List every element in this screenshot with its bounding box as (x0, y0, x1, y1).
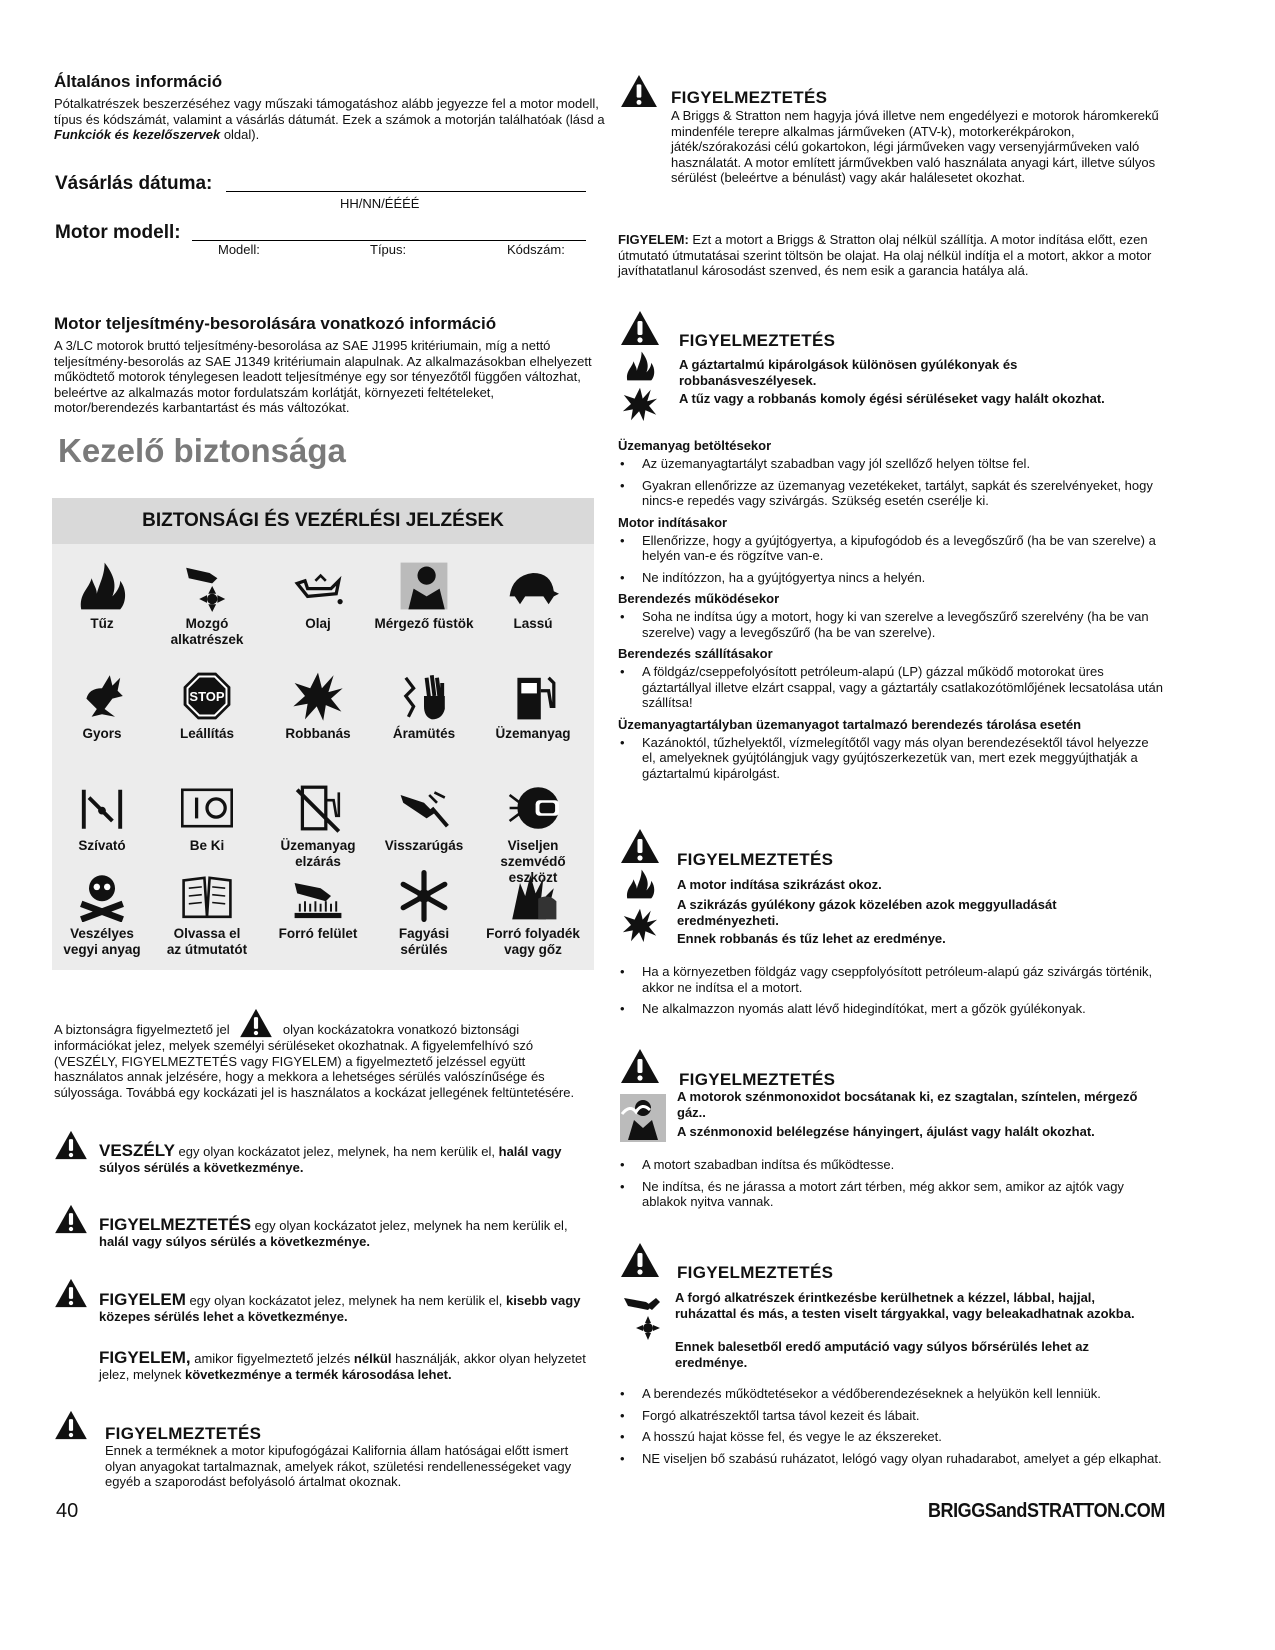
symbol-label: Forró felület (278, 926, 358, 941)
rating-text: A 3/LC motorok bruttó teljesítmény-besorolása az SAE J1995 kritériumain, míg a nettó teljesítmény-besorolás az SAE J1349 kritériumain alapulnak. Az alkalmazásokban elhelyezett működtető motorok ténylegesen leadott teljesítménye egy sor tényezőtől függően változhat, beleértve az alkalmazás motor fordulatszám korlátját, környezeti feltételeket, motor/berendezés karbantartást és más változókat. (54, 338, 592, 415)
engine-start-heading: Motor indításakor (618, 514, 728, 530)
purchase-date-label: Vásárlás dátuma: (55, 173, 213, 194)
warning4-toxic-fumes-icon (620, 1094, 666, 1142)
hot-surface-icon (292, 870, 344, 922)
hot-liquid-icon (507, 870, 559, 922)
california-warning-text: Ennek a terméknek a motor kipufogógázai Kalifornia állam hatóságai előtt ismert olyan anyagokat tartalmaznak, amelyek rákot, születési rendellenességeket vagy egyéb a szaporodást befolyásoló ártalmat okoznak. (105, 1443, 572, 1489)
symbol-label: Tűz (90, 616, 114, 631)
symbol-label: Robbanás (285, 726, 351, 741)
stop-icon (181, 670, 233, 722)
symbol-label: Üzemanyag (495, 726, 571, 741)
warning3-head: FIGYELMEZTETÉS (677, 850, 834, 869)
symbol-label: Be Ki (189, 838, 225, 853)
code-sublabel: Kódszám: (507, 242, 565, 257)
page-number: 40 (56, 1500, 79, 1522)
read-manual-icon (181, 870, 233, 922)
fuel-safety-list (618, 432, 1163, 787)
frostbite-icon (398, 870, 450, 922)
type-sublabel: Típus: (370, 242, 407, 257)
warning1-head: FIGYELMEZTETÉS (671, 88, 828, 107)
general-info-text: Pótalkatrészek beszerzéséhez vagy műszaki támogatáshoz alább jegyezze fel a motor modell, típus és kódszámát, valamint a vásárlás dátumát. Ezek a számok a motorján találhatóak (lásd a Funkciók és kezelőszervek oldal). (54, 96, 605, 142)
notice-no-oil: FIGYELEM: Ezt a motort a Briggs & Stratton olaj nélkül szállítja. A motor indítása előtt, ezen útmutató útmutatásai szerint töltsön be olajat. Ha olaj nélkül indítja el a motort, akkor a motor javíthatatlanul károsodást szenved, és nem esik a garancia hatálya alá. (618, 232, 1152, 278)
list-item: • Az üzemanyagtartályt szabadban vagy jól szellőző helyen töltse fel. (618, 456, 1163, 472)
rabbit-icon (76, 670, 128, 722)
warning5-line2: Ennek balesetből eredő amputáció vagy súlyos bőrsérülés lehet az eredménye. (675, 1339, 1089, 1370)
symbol-frostbite (369, 870, 479, 958)
symbol-label: Lassú (513, 616, 553, 631)
warning3-line2: A szikrázás gyúlékony gázok közelében azok meggyulladását eredményezheti. (677, 897, 1057, 928)
symbol-electric-shock (369, 670, 479, 742)
kickback-icon (398, 782, 450, 834)
symbol-label: Üzemanyag (280, 838, 356, 853)
symbol-hot-surface (263, 870, 373, 942)
eye-protection-icon (507, 782, 559, 834)
symbol-hazardous-chemical (47, 870, 157, 958)
symbol-label: Visszarúgás (384, 838, 464, 853)
electric-shock-icon (398, 670, 450, 722)
general-info-title: Általános információ (54, 72, 223, 91)
alert-intro: A biztonságra figyelmeztető jel olyan kockázatokra vonatkozó biztonsági információkat jelez, melyek személyi sérüléseket okozhatnak. A figyelemfelhívó szó (VESZÉLY, FIGYELMEZTETÉS vagy FIGYELEM) a figyelmeztető jelzéssel együtt használatos annak jelzésére, hogy a mekkora a lehetséges sérülés valószínűsége és súlyossága. Továbbá egy kockázati jel is használatos a kockázat jellegének feltüntetésére. (54, 1008, 594, 1100)
brand-url: BRIGGSandSTRATTON.COM (928, 1500, 1165, 1522)
warning3-alert-icon (620, 828, 660, 864)
engine-model-label: Motor modell: (55, 222, 181, 243)
symbol-moving-parts (152, 560, 262, 648)
symbol-label: Olaj (305, 616, 331, 631)
warning5-line1: A forgó alkatrészek érintkezésbe kerülhetnek a kézzel, lábbal, hajjal, ruházattal és más, a testen viselt tárgyakkal, vagy beleakadhatnak azokba. (675, 1290, 1135, 1321)
symbol-turtle (478, 560, 588, 632)
symbol-label: Gyors (82, 726, 122, 741)
list-item: • A hosszú hajat kösse fel, és vegye le az ékszereket. (618, 1429, 1163, 1445)
symbol-label-line2: vagy gőz (504, 942, 562, 957)
warning3-fire-icon (622, 868, 658, 900)
oil-icon (292, 560, 344, 612)
symbol-label: Szívató (78, 838, 126, 853)
section-title: Kezelő biztonsága (58, 432, 346, 469)
engine-model-line[interactable] (192, 240, 586, 241)
transport-heading: Berendezés szállításakor (618, 646, 773, 661)
symbol-choke (47, 782, 157, 854)
warning2-line2: A tűz vagy a robbanás komoly égési sérüléseket vagy halált okozhat. (679, 391, 1105, 406)
toxic-fumes-icon (398, 560, 450, 612)
fire-icon (76, 560, 128, 612)
list-item: • Kazánoktól, tűzhelyektől, vízmelegítőtől vagy más olyan berendezésektől távol helyezze el, amelyeknek gyújtólángjuk vagy gyújtószerkezetük van, mert ezek meggyújthatják a gáztartalmú kipárolgást. (618, 735, 1163, 782)
warning3-line1: A motor indítása szikrázást okoz. (677, 877, 882, 892)
list-item: • Ne indítózzon, ha a gyújtógyertya nincs a helyén. (618, 570, 1163, 586)
warning4-line1: A motorok szénmonoxidot bocsátanak ki, ez szagtalan, színtelen, mérgező gáz.. (677, 1089, 1138, 1120)
hazardous-chemical-icon (76, 870, 128, 922)
symbol-rabbit (47, 670, 157, 742)
list-item: • Ha a környezetben földgáz vagy cseppfolyósított petróleum-alapú gáz szivárgás történik, akkor ne indítsa el a motort. (618, 964, 1163, 995)
warning4-line2: A szénmonoxid belélegzése hányingert, ájulást vagy halált okozhat. (677, 1124, 1095, 1139)
symbol-read-manual (152, 870, 262, 958)
symbol-kickback (369, 782, 479, 854)
warning2-fire-icon (622, 350, 658, 382)
california-alert-icon (54, 1410, 88, 1440)
list-item: • NE viseljen bő szabású ruházatot, lelógó vagy olyan ruhadarabot, amelyet a gép elkaphat. (618, 1451, 1163, 1467)
warning1-text: A Briggs & Stratton nem hagyja jóvá illetve nem engedélyezi e motorok háromkerekű mindenféle terepre alkalmas járműveken (ATV-k), motorkerékpárokon, játék/szórakozási célú gokartokon, légi járműveken vagy versenyjárműveken való használatát. A motor említett járművekben való használata anyagi kárt, illetve súlyos sérülést (beleértve a bénulást) vagy akár halálesetet okozhat. (671, 108, 1159, 185)
warning2-explosion-icon (622, 386, 658, 422)
on-off-icon (181, 782, 233, 834)
symbol-fuel (478, 670, 588, 742)
explosion-icon (292, 670, 344, 722)
danger-alert-icon (54, 1130, 88, 1160)
symbols-grid (52, 560, 594, 970)
warning5-alert-icon (620, 1242, 660, 1278)
warning4-head: FIGYELMEZTETÉS (679, 1070, 836, 1089)
symbol-label: Fagyási (398, 926, 450, 941)
warning2-head: FIGYELMEZTETÉS (679, 331, 836, 350)
warning4-list (618, 1157, 1163, 1216)
symbol-label-line2: sérülés (400, 942, 448, 957)
list-item: • Ne alkalmazzon nyomás alatt lévő hidegindítókat, mert a gőzök gyúlékonyak. (618, 1001, 1163, 1017)
model-sublabel: Modell: (218, 242, 260, 257)
symbol-on-off (152, 782, 262, 854)
symbol-label: Áramütés (392, 726, 456, 741)
warning3-line3: Ennek robbanás és tűz lehet az eredménye. (677, 931, 946, 946)
notice-definition: FIGYELEM, amikor figyelmeztető jelzés nélkül használják, akkor olyan helyzetet jelez, melynek következménye a termék károsodása lehet. (99, 1348, 586, 1382)
list-item: • Soha ne indítsa úgy a motort, hogy ki van szerelve a levegőszűrő szerelvény (ha be van szerelve) vagy a levegőszűrő (ha be van szerelve). (618, 609, 1163, 640)
warning2-alert-icon (620, 310, 660, 346)
symbol-label: Veszélyes (70, 926, 134, 941)
warning5-head: FIGYELMEZTETÉS (677, 1263, 834, 1282)
operation-heading: Berendezés működésekor (618, 591, 780, 606)
purchase-date-line[interactable] (226, 191, 586, 192)
symbol-stop (152, 670, 262, 742)
symbol-label-line2: az útmutatót (166, 942, 248, 957)
california-warning-head: FIGYELMEZTETÉS (105, 1424, 262, 1443)
warning3-explosion-icon (622, 906, 658, 944)
warning4-alert-icon (620, 1048, 660, 1084)
symbol-label: Mozgó alkatrészek (170, 616, 244, 647)
features-link: Funkciók és kezelőszervek (54, 127, 221, 142)
symbol-label: Leállítás (179, 726, 235, 741)
symbol-fire (47, 560, 157, 632)
list-item: • A berendezés működtetésekor a védőberendezéseknek a helyükön kell lenniük. (618, 1386, 1163, 1402)
caution-definition: FIGYELEM egy olyan kockázatot jelez, melynek ha nem kerülik el, kisebb vagy közepes sérülés lehet a következménye. (99, 1290, 581, 1324)
list-item: • Ne indítsa, és ne járassa a motort zárt térben, még akkor sem, amikor az ajtók vagy ablakok nyitva vannak. (618, 1179, 1163, 1210)
storage-heading: Üzemanyagtartályban üzemanyagot tartalmazó berendezés tárolása esetén (618, 716, 1082, 732)
symbol-toxic-fumes (369, 560, 479, 632)
symbol-fuel-shutoff (263, 782, 373, 870)
fuel-icon (507, 670, 559, 722)
list-item: • Gyakran ellenőrizze az üzemanyag vezetékeket, tartályt, sapkát és szerelvényeket, hogy nincs-e repedés vagy szivárgás. Szükség esetén cserélje ki. (618, 478, 1163, 509)
symbols-header: BIZTONSÁGI ÉS VEZÉRLÉSI JELZÉSEK (52, 498, 594, 544)
warning1-alert-icon (620, 74, 658, 108)
warning5-moving-parts-icon (622, 1292, 666, 1342)
svg-text:STOP: STOP (189, 689, 225, 705)
choke-icon (76, 782, 128, 834)
symbol-hot-liquid (478, 870, 588, 958)
safety-alert-icon (239, 1008, 273, 1038)
warning5-list (618, 1386, 1163, 1472)
symbol-oil (263, 560, 373, 632)
list-item: • A motort szabadban indítsa és működtesse. (618, 1157, 1163, 1173)
caution-alert-icon (54, 1278, 88, 1308)
symbol-explosion (263, 670, 373, 742)
warning3-list (618, 964, 1163, 1023)
symbol-label: Olvassa el (173, 926, 241, 941)
danger-definition: VESZÉLY egy olyan kockázatot jelez, melynek, ha nem kerülik el, halál vagy súlyos sérülés a következménye. (99, 1141, 562, 1175)
symbol-label: Forró folyadék (486, 926, 580, 941)
turtle-icon (507, 560, 559, 612)
list-item: • A földgáz/cseppefolyósított petróleum-alapú (LP) gázzal működő motorokat üres gáztartállyal illetve elzárt csappal, vagy a gáztartály csatlakozótömlőjének lecsatolása után szállítsa! (618, 664, 1163, 711)
symbol-label: Viseljen szemvédő (500, 838, 566, 869)
rating-title: Motor teljesítmény-besorolására vonatkozó információ (54, 314, 497, 333)
purchase-date-hint: HH/NN/ÉÉÉÉ (340, 196, 420, 211)
warning-alert-icon (54, 1204, 88, 1234)
warning2-line1: A gáztartalmú kipárolgások különösen gyúlékonyak és robbanásveszélyesek. (679, 357, 1018, 388)
fuel-fill-heading: Üzemanyag betöltésekor (618, 438, 772, 453)
symbol-label-line2: vegyi anyag (63, 942, 141, 957)
list-item: • Ellenőrizze, hogy a gyújtógyertya, a kipufogódob és a levegőszűrő (ha be van szerelve) a helyén van-e és rögzítve van-e. (618, 533, 1163, 564)
symbol-label-line2: elzárás (295, 854, 341, 869)
warning-definition: FIGYELMEZTETÉS egy olyan kockázatot jelez, melynek ha nem kerülik el, halál vagy súlyos sérülés a következménye. (99, 1215, 568, 1249)
moving-parts-icon (181, 560, 233, 612)
list-item: • Forgó alkatrészektől tartsa távol kezeit és lábait. (618, 1408, 1163, 1424)
symbol-label-line2: eszközt (508, 870, 558, 885)
fuel-shutoff-icon (292, 782, 344, 834)
symbol-label: Mérgező füstök (374, 616, 474, 631)
